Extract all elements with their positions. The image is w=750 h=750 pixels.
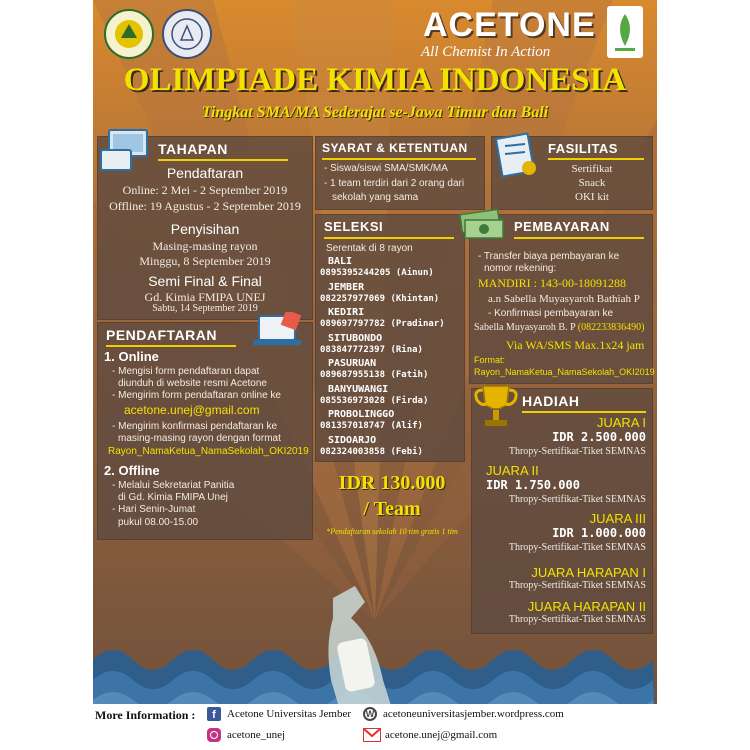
pendaftaran-title: PENDAFTARAN (106, 327, 218, 343)
page-subtitle: Tingkat SMA/MA Sederajat se-Jawa Timur dan Bali (201, 104, 549, 121)
rayon-city: SIDOARJO (328, 434, 377, 446)
price-per: / Team (363, 498, 421, 520)
tahapan-online: Online: 2 Mei - 2 September 2019 (122, 183, 288, 197)
poster (93, 0, 657, 750)
rayon-contact: 0895395244205 (Ainun) (320, 268, 434, 278)
pendaftaran-o5: masing-masing rayon dengan format (118, 433, 281, 444)
pendaftaran-o3: - Mengirim form pendaftaran online ke (112, 390, 281, 401)
tahapan-final-1: Gd. Kimia FMIPA UNEJ (144, 290, 266, 304)
prize-amount: IDR 2.500.000 (552, 430, 646, 444)
laptop-icon (243, 312, 307, 352)
tahapan-penyisihan-2: Minggu, 8 September 2019 (139, 254, 271, 268)
rayon-contact: 089687955138 (Fatih) (320, 370, 429, 380)
konf-phone: (082233836490) (577, 322, 645, 333)
rayon-city: SITUBONDO (328, 332, 383, 344)
prize-rank: JUARA HARAPAN I (531, 565, 646, 580)
rayon-contact: 085536973028 (Firda) (320, 395, 429, 406)
email-link[interactable]: acetone.unej@gmail.com (385, 729, 498, 741)
pembayaran-bank: MANDIRI : 143-00-18091288 (478, 276, 626, 290)
pendaftaran-f2: di Gd. Kimia FMIPA Unej (118, 492, 228, 503)
syarat-panel (315, 136, 485, 210)
prize-rank: JUARA HARAPAN II (527, 599, 646, 614)
pendaftaran-format: Rayon_NamaKetua_NamaSekolah_OKI2019 (108, 446, 309, 457)
prize-desc: Thropy-Sertifikat-Tiket SEMNAS (508, 446, 646, 457)
tahapan-penyisihan-head: Penyisihan (170, 221, 240, 237)
pembayaran-format: Rayon_NamaKetua_NamaSekolah_OKI2019 (474, 367, 655, 377)
hadiah-title: HADIAH (522, 393, 580, 409)
pendaftaran-offline-head: 2. Offline (104, 463, 160, 478)
pendaftaran-f1: - Melalui Sekretariat Panitia (112, 480, 235, 491)
pembayaran-line2: nomor rekening: (484, 263, 557, 274)
prize-amount: IDR 1.750.000 (486, 478, 580, 492)
syarat-line3: sekolah yang sama (332, 192, 419, 203)
syarat-line2: - 1 team terdiri dari 2 orang dari (324, 178, 465, 189)
tahapan-final-head: Semi Final & Final (148, 273, 262, 289)
trophy-icon (471, 380, 521, 432)
rayon-contact: 082257977069 (Khintan) (320, 293, 440, 304)
prize-desc: Thropy-Sertifikat-Tiket SEMNAS (508, 494, 646, 505)
pendaftaran-o1: - Mengisi form pendaftaran dapat (112, 366, 260, 377)
fasilitas-item-2: Snack (578, 177, 606, 189)
pendaftaran-o4: - Mengirim konfirmasi pendaftaran ke (112, 421, 278, 432)
page-title: OLIMPIADE KIMIA INDONESIA (123, 62, 627, 98)
pembayaran-title: PEMBAYARAN (514, 219, 610, 234)
tahapan-title: TAHAPAN (158, 141, 228, 157)
seleksi-intro: Serentak di 8 rayon (326, 243, 413, 254)
pendaftaran-online-head: 1. Online (104, 349, 159, 364)
pendaftaran-email-link[interactable]: acetone.unej@gmail.com (124, 403, 260, 417)
pembayaran-format-label: Format: (474, 355, 506, 365)
prize-desc: Thropy-Sertifikat-Tiket SEMNAS (508, 614, 646, 625)
seleksi-panel (315, 214, 465, 462)
prize-rank: JUARA II (486, 463, 539, 478)
website-link[interactable]: acetoneuniversitasjember.wordpress.com (383, 708, 564, 720)
tahapan-offline: Offline: 19 Agustus - 2 September 2019 (109, 199, 301, 213)
certificate-icon (493, 130, 543, 180)
syarat-line1: - Siswa/siswi SMA/SMK/MA (324, 163, 448, 174)
organization-logo-icon (161, 8, 213, 60)
seleksi-title: SELEKSI (324, 219, 384, 234)
rayon-contact: 089697797782 (Pradinar) (320, 319, 445, 329)
prize-amount: IDR 1.000.000 (552, 526, 646, 540)
monitor-icon (99, 128, 155, 172)
brand-tagline: All Chemist In Action (421, 44, 551, 60)
price-amount: IDR 130.000 (338, 472, 446, 494)
pembayaran-an: a.n Sabella Muyasyaroh Bathiah P (488, 293, 640, 305)
prize-desc: Thropy-Sertifikat-Tiket SEMNAS (508, 542, 646, 553)
pendaftaran-panel (97, 322, 313, 540)
instagram-link[interactable]: acetone_unej (227, 729, 286, 741)
footer (93, 704, 657, 750)
acetone-logo-icon (607, 6, 643, 58)
rayon-city: BALI (328, 256, 353, 267)
konf-name: Sabella Muyasyaroh B. P (474, 322, 576, 333)
university-logo-icon (103, 8, 155, 60)
rayon-city: BANYUWANGI (328, 383, 389, 395)
rayon-contact: 082324003858 (Febi) (320, 446, 423, 457)
brand-name: ACETONE (423, 6, 596, 44)
rayon-city: PROBOLINGGO (328, 409, 395, 420)
tahapan-pendaftaran-head: Pendaftaran (166, 165, 244, 181)
rayon-contact: 081357018747 (Alif) (320, 421, 423, 431)
fasilitas-title: FASILITAS (548, 141, 618, 156)
prize-rank: JUARA I (596, 415, 646, 430)
fasilitas-item-1: Sertifikat (571, 163, 613, 175)
rayon-city: PASURUAN (328, 358, 377, 369)
money-icon (457, 206, 507, 242)
rayon-contact: 083847772397 (Rina) (320, 344, 423, 355)
pendaftaran-o2: diunduh di website resmi Acetone (118, 378, 267, 389)
rayon-city: KEDIRI (328, 307, 365, 318)
pembayaran-konf: - Konfirmasi pembayaran ke (488, 308, 614, 319)
pendaftaran-f4: pukul 08.00-15.00 (118, 517, 199, 528)
pembayaran-via: Via WA/SMS Max.1x24 jam (506, 338, 645, 352)
tahapan-penyisihan-1: Masing-masing rayon (152, 239, 258, 253)
rayon-city: JEMBER (328, 281, 365, 293)
prize-desc: Thropy-Sertifikat-Tiket SEMNAS (508, 580, 646, 591)
instagram-icon (207, 728, 221, 742)
pembayaran-line1: - Transfer biaya pembayaran ke (478, 251, 620, 262)
facebook-icon: f (207, 707, 221, 721)
syarat-title: SYARAT & KETENTUAN (322, 141, 468, 155)
facebook-link[interactable]: Acetone Universitas Jember (227, 708, 352, 720)
prize-rank: JUARA III (589, 511, 646, 526)
price-note: *Pendaftaran sekolah 10 tim gratis 1 tim (326, 527, 458, 536)
pendaftaran-f3: - Hari Senin-Jumat (112, 504, 196, 515)
tahapan-final-2: Sabtu, 14 September 2019 (152, 303, 258, 314)
fasilitas-item-3: OKI kit (575, 191, 609, 203)
gmail-icon (363, 728, 381, 742)
footer-label: More Information : (95, 708, 196, 722)
pembayaran-konf-name (474, 322, 644, 333)
wordpress-icon: W (363, 707, 377, 721)
